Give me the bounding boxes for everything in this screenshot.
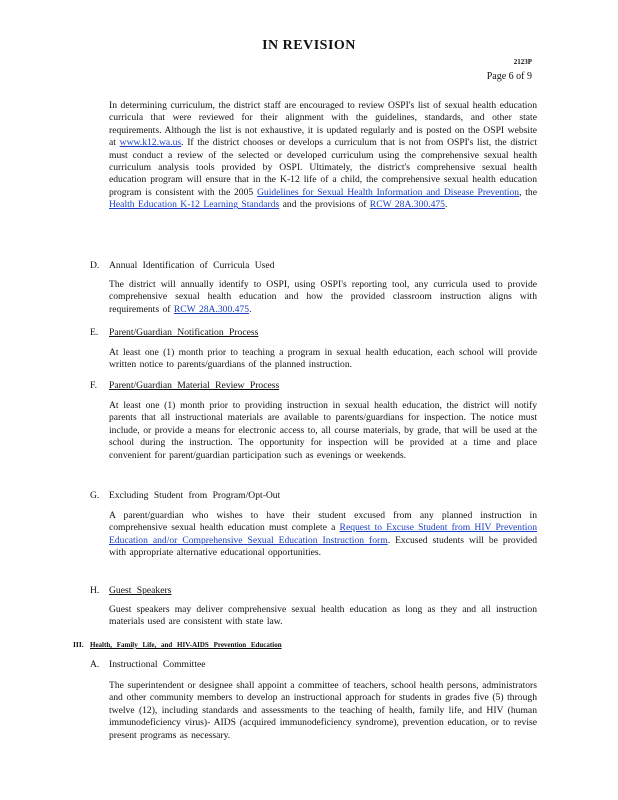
section-d-text: The district will annually identify to OSPI, using OSPI's reporting tool, any curricula used to provide comprehensive sexual health education and how the provided classroom instruction aligns with requirements of [109, 279, 537, 315]
section-iii-title: Health, Family Life, and HIV-AIDS Prevention Education [90, 641, 282, 649]
intro-text-4: and the provisions of [279, 199, 370, 211]
section-d-body [109, 279, 537, 316]
section-e-label: E. [90, 327, 99, 338]
rcw-link-intro[interactable]: RCW 28A.300.475 [369, 199, 445, 211]
section-e-body: At least one (1) month prior to teaching a program in sexual health education, each school will provide written notice to parents/guardians of the planned instruction. [109, 347, 537, 371]
section-h-label: H. [90, 585, 100, 596]
intro-text-3: , the [519, 186, 537, 198]
learning-standards-link[interactable]: Health Education K-12 Learning Standards [109, 199, 280, 211]
rcw-link-d[interactable]: RCW 28A.300.475 [173, 303, 250, 315]
section-h-body: Guest speakers may deliver comprehensive sexual health education as long as they and all instruction materials used are consistent with state law. [109, 604, 537, 628]
k12-website-link[interactable]: www.k12.wa.us [119, 137, 182, 149]
section-iii-number: III. [73, 640, 84, 649]
section-iii-a-heading [90, 659, 206, 671]
section-iii-heading [73, 640, 282, 649]
section-h-heading [90, 585, 171, 597]
section-e-heading [90, 327, 258, 339]
section-iii-a-body: The superintendent or designee shall appoint a committee of teachers, school health persons, administrators and other community members to develop an instructional approach for students in grades five (5) through twelve (12), including standards and assessments to the teaching of health, family life, and HIV (human immunodeficiency virus)- AIDS (acquired immunodeficiency syndrome), prevention education, or to revise present programs as necessary. [109, 680, 537, 741]
section-g-label: G. [90, 490, 100, 501]
section-f-label: F. [90, 380, 97, 391]
intro-text-1: In determining curriculum, the district staff are encouraged to review OSPI's list of sexual health education curricula that were reviewed for their alignment with the guidelines, standards, and other state requirements. Although the list is not exhaustive, it is updated regularly and is posted on the OSPI website at [109, 100, 537, 149]
excuse-request-form-link[interactable]: Request to Excuse Student from HIV Prevention Education and/or Comprehensive Sexual Education Instruction form [109, 522, 538, 546]
section-d-title: Annual Identification of Curricula Used [109, 260, 275, 271]
section-iii-a-label: A. [90, 659, 100, 670]
section-g-body [109, 510, 537, 560]
page-number: Page 6 of 9 [486, 71, 532, 82]
guidelines-link[interactable]: Guidelines for Sexual Health Information and Disease Prevention [257, 186, 520, 198]
section-g-text-end: . Excused students will be provided with appropriate alternative educational opportunities. [109, 534, 538, 559]
section-d-heading [90, 260, 274, 272]
section-f-heading [90, 380, 279, 392]
section-e-title: Parent/Guardian Notification Process [109, 327, 259, 338]
section-g-heading [90, 490, 280, 502]
section-f-title: Parent/Guardian Material Review Process [109, 380, 280, 391]
section-h-title: Guest Speakers [109, 585, 172, 596]
revision-title: IN REVISION [262, 38, 356, 53]
section-d-label: D. [90, 260, 100, 271]
intro-text-2: . If the district chooses or develops a curriculum that is not from OSPI's list, the district must conduct a review of the selected or developed curriculum using the comprehensive sexual health curriculum analysis tools provided by OSPI. Ultimately, the district's comprehensive sexual health education program will ensure that in the K-12 life of a child, the comprehensive sexual health education program is consistent with the 2005 [109, 137, 537, 198]
curriculum-paragraph [109, 100, 537, 212]
policy-number: 2123P [513, 58, 532, 66]
section-g-title: Excluding Student from Program/Opt-Out [109, 490, 281, 501]
intro-text-5: . [444, 199, 448, 211]
section-g-text: A parent/guardian who wishes to have their student excused from any planned instruction in comprehensive sexual health education must complete a [109, 510, 537, 534]
section-d-text-end: . [249, 303, 252, 315]
section-f-body: At least one (1) month prior to providing instruction in sexual health education, the district will notify parents that all instructional materials are available to parents/guardians for inspection. The notice must include, or provide a means for electronic access to, all course materials, by grade, that will be used at the school during the instruction. The opportunity for inspection will be provided at a time and place convenient for parent/guardian participation such as evenings or weekends. [109, 400, 537, 461]
section-iii-a-title: Instructional Committee [109, 659, 206, 670]
